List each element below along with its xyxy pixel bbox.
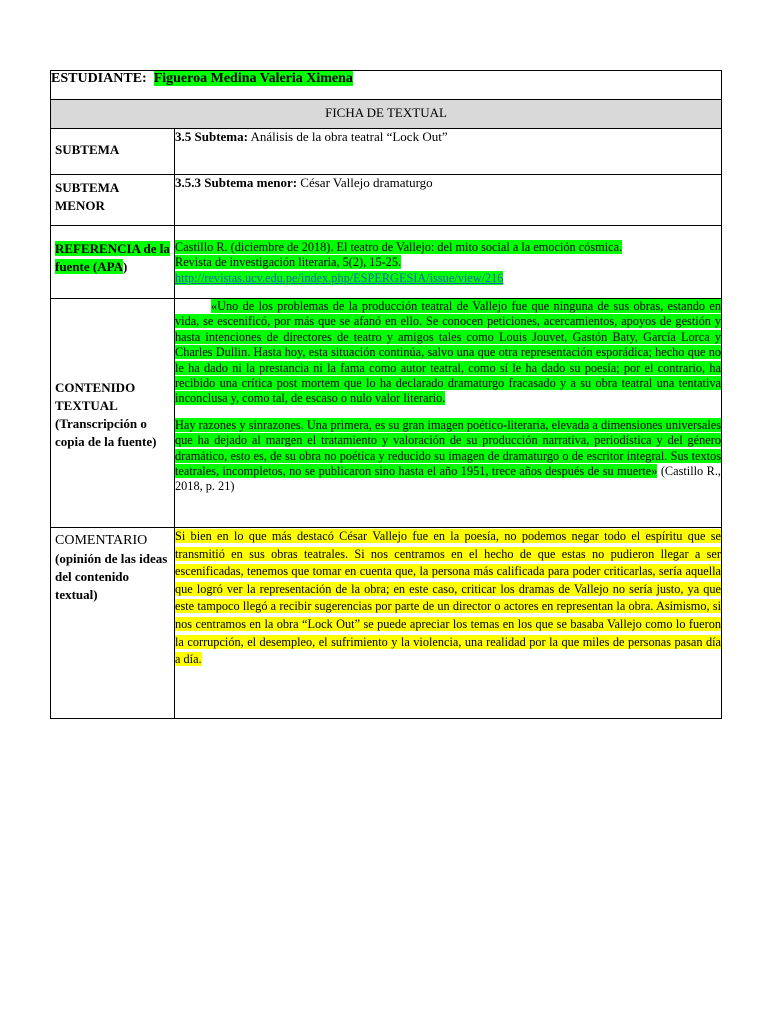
title-row (51, 100, 722, 129)
subtema-menor-value: César Vallejo dramaturgo (300, 175, 433, 190)
contenido-label (51, 375, 174, 451)
referencia-label-highlight: REFERENCIA de la fuente (APA (55, 241, 170, 274)
subtema-menor-label: SUBTEMA MENOR (55, 180, 119, 213)
subtema-value: Análisis de la obra teatral “Lock Out” (250, 129, 448, 144)
student-row (51, 71, 722, 100)
referencia-row (51, 226, 722, 299)
subtema-menor-row (51, 175, 722, 226)
comentario-label-sub: (opinión de las ideas del contenido textual) (55, 551, 168, 602)
subtema-row (51, 129, 722, 175)
student-label: ESTUDIANTE: (51, 71, 147, 86)
comentario-label-title: COMENTARIO (55, 533, 148, 548)
contenido-para1: «Uno de los problemas de la producción teatral de Vallejo fue que ninguna de sus obras, estando en vida, se escenificó, por más que se afanó en ello. Se conocen peticiones, acercamientos, apoyos de gestión y hasta intenciones de directores de teatro y amigos tales como Louis Jouvet, Gastón Baty, García Lorca y Charles Dullin. Hasta hoy, esta situación continúa, salvo una que otra representación esporádica; hecho que no le ha dado ni la prestancia ni la fama como autor teatral, como sí le ha dado su poesía; por el contrario, ha recibido una crítica post mortem que lo ha declarado dramaturgo fracasado y a su obra teatral una tentativa inconclusa y, como tal, de escaso o nulo valor literario. (175, 299, 721, 406)
referencia-line2: Revista de investigación literaria, 5(2), 15-25. (175, 255, 402, 270)
subtema-label: SUBTEMA (55, 142, 120, 157)
referencia-url-link[interactable]: http://revistas.ucv.edu.pe/index.php/ESPERGESIA/issue/view/216 (175, 270, 504, 285)
subtema-menor-prefix: 3.5.3 Subtema menor: (175, 175, 298, 190)
contenido-label-sub: (Transcripción o copia de la fuente) (55, 416, 157, 449)
comentario-text: Si bien en lo que más destacó César Vallejo fue en la poesía, no podemos negar todo el espíritu que se transmitió en sus obras teatrales. Si nos centramos en el hecho de que estas no pudieron llegar a ser escenificadas, tenemos que tomar en cuenta que, la persona más calificada para poder criticarlas, sería aquella que logró ver la representación de la obra; en este caso, criticar los dramas de Vallejo no sería justo, ya que este tampoco llegó a recibir sugerencias por parte de un director o actores en representan la obra. Asimismo, si nos centramos en la obra “Lock Out” se puede apreciar los temas en los que se basaba Vallejo como lo fueron la corrupción, el desempleo, el sufrimiento y la violencia, una realidad por la que miles de personas pasan día a día. (175, 529, 721, 667)
comentario-label (51, 528, 174, 604)
ficha-title: FICHA DE TEXTUAL (325, 105, 447, 120)
contenido-row (51, 299, 722, 528)
student-name: Figueroa Medina Valeria Ximena (153, 71, 353, 86)
referencia-label (51, 226, 174, 276)
referencia-label-tail: ) (123, 259, 128, 274)
referencia-line1: Castillo R. (diciembre de 2018). El teatro de Vallejo: del mito social a la emoción cósmica. (175, 240, 623, 254)
ficha-table (50, 70, 722, 719)
contenido-para2: Hay razones y sinrazones. Una primera, es su gran imagen poético-literaria, elevada a dimensiones universales que ha dejado al margen el tratamiento y valoración de su producción narrativa, periodística y del género dramático, esto es, de su obra no poética y reducido su imagen de dramaturgo o de escritor integral. Sus textos teatrales, incompletos, no se publicaron sino hasta el año 1951, trece años después de su muerte» (175, 417, 721, 479)
subtema-prefix: 3.5 Subtema: (175, 129, 248, 144)
comentario-row (51, 528, 722, 719)
contenido-citation: (Castillo R., 2018, p. 21) (175, 464, 721, 494)
contenido-label-title: CONTENIDO TEXTUAL (55, 380, 136, 413)
